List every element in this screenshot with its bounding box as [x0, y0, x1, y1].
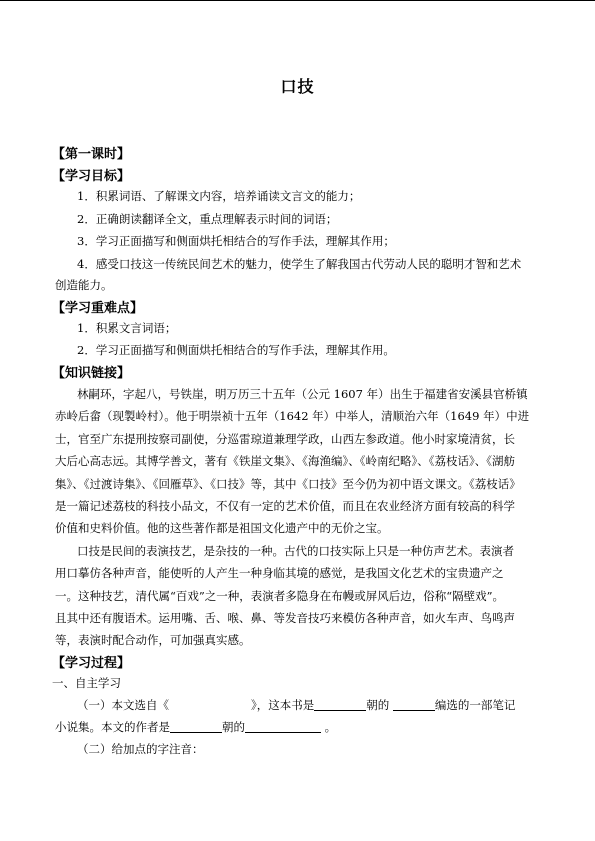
fill-blank-author[interactable] [245, 720, 321, 733]
fill-blank-editor[interactable] [393, 698, 435, 711]
fill-blank-author-dynasty[interactable] [170, 720, 222, 733]
page-title: 口技 [280, 77, 315, 96]
knowledge-line: 林嗣环，字起八，号铁崖，明万历三十五年（公元 1607 年）出生于福建省安溪县官桥镇 [77, 387, 528, 401]
knowledge-line: 等，表演时配合动作，可加强真实感。 [55, 633, 251, 647]
question-1-cont: 小说集。本文的作者是 朝的 。 [55, 720, 337, 734]
knowledge-line: 价值和史料价值。他的这些著作都是祖国文化遗产中的无价之宝。 [55, 521, 389, 535]
knowledge-line: 集》、《过渡诗集》、《回雁草》、《口技》等，其中《口技》至今仍为初中语文课文。《荔枝话》 [55, 477, 521, 491]
heading-knowledge: 【知识链接】 [52, 366, 131, 381]
knowledge-line: 士，官至广东提刑按察司副使，分巡雷琼道兼理学政，山西左参政道。他小时家境清贫，长 [55, 432, 515, 446]
page-top-rule [0, 0, 595, 1]
goal-item: 2．正确朗读翻译全文，重点理解表示时间的词语； [77, 212, 338, 226]
heading-keypoints: 【学习重难点】 [52, 301, 144, 316]
heading-process: 【学习过程】 [52, 656, 131, 671]
heading-lesson: 【第一课时】 [52, 147, 131, 162]
goal-item: 3．学习正面描写和侧面烘托相结合的写作手法，理解其作用； [77, 234, 395, 248]
keypoint-item: 1．积累文言词语； [77, 321, 177, 335]
knowledge-line: 口技是民间的表演技艺，是杂技的一种。古代的口技实际上只是一种仿声艺术。表演者 [77, 544, 514, 558]
heading-goals: 【学习目标】 [52, 169, 131, 184]
fill-blank-dynasty[interactable] [314, 698, 366, 711]
section-self-study: 一、自主学习 [52, 676, 121, 690]
question-1: （一）本文选自《 》，这本书是 朝的 编选的一部笔记 [77, 698, 516, 712]
keypoint-item: 2．学习正面描写和侧面烘托相结合的写作手法，理解其作用。 [77, 343, 395, 357]
knowledge-line: 用口摹仿各种声音，能使听的人产生一种身临其境的感觉，是我国文化艺术的宝贵遗产之 [55, 566, 504, 580]
knowledge-line: 且其中还有腹语术。运用嘴、舌、喉、鼻、等发音技巧来模仿各种声音，如火车声、鸟鸣声 [55, 611, 515, 625]
knowledge-line: 赤岭后畲（现製岭村）。他于明崇祯十五年（1642 年）中举人，清顺治六年（1649 年）中进 [55, 409, 530, 423]
goal-item: 1．积累词语、了解课文内容，培养诵读文言文的能力； [77, 189, 361, 203]
question-2: （二）给加点的字注音： [77, 742, 204, 756]
knowledge-line: 大后心高志远。其博学善文，著有《铁崖文集》、《海渔编》、《岭南纪略》、《荔枝话》、《湖舫 [55, 454, 515, 468]
fill-blank-book[interactable] [169, 699, 251, 711]
goal-item: 4．感受口技这一传统民间艺术的魅力，使学生了解我国古代劳动人民的聪明才智和艺术 [77, 257, 522, 271]
goal-item-cont: 创造能力。 [55, 278, 113, 292]
knowledge-line: 一。这种技艺，清代属“百戏”之一种，表演者多隐身在布幔或屏风后边，俗称“隔壁戏”。 [55, 589, 505, 603]
knowledge-line: 是一篇记述荔枝的科技小品文，不仅有一定的艺术价值，而且在农业经济方面有较高的科学 [55, 499, 515, 513]
